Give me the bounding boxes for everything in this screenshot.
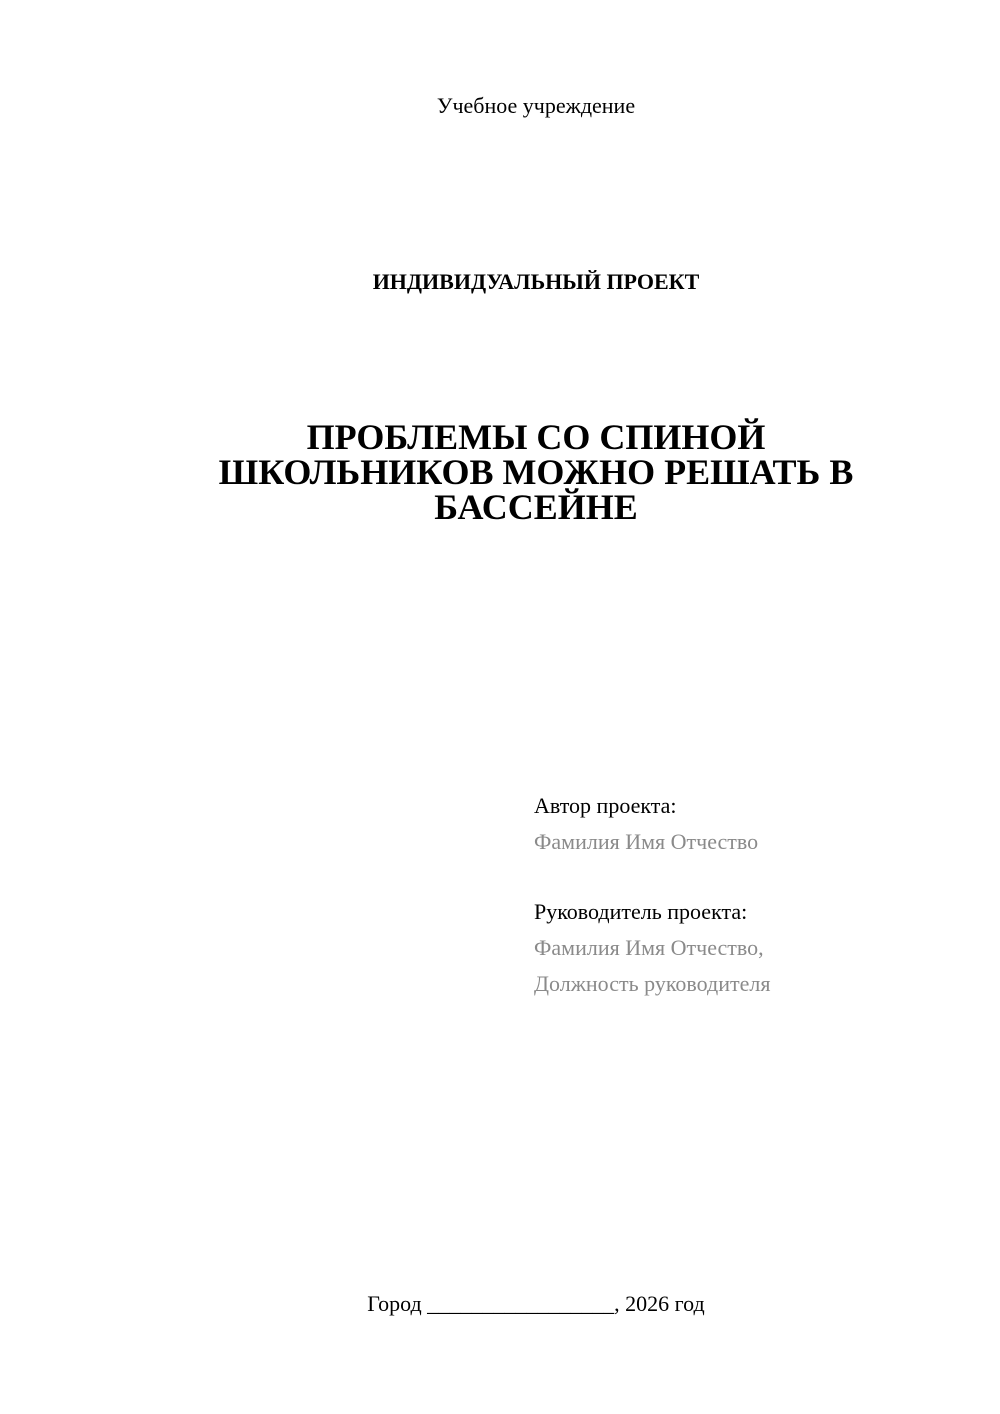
institution-name: Учебное учреждение xyxy=(436,93,636,118)
author-name: Фамилия Имя Отчество xyxy=(534,829,759,854)
supervisor-position: Должность руководителя xyxy=(534,971,771,996)
supervisor-label: Руководитель проекта: xyxy=(534,899,748,924)
document-type: ИНДИВИДУАЛЬНЫЙ ПРОЕКТ xyxy=(372,269,700,294)
project-info-block xyxy=(534,788,974,1002)
project-title-line-2: ШКОЛЬНИКОВ МОЖНО РЕШАТЬ В xyxy=(218,452,854,492)
city-year-footer: Город _________________, 2026 год xyxy=(367,1291,705,1316)
supervisor-name: Фамилия Имя Отчество, xyxy=(534,935,764,960)
info-spacer xyxy=(534,860,974,894)
project-title xyxy=(150,417,922,527)
author-label: Автор проекта: xyxy=(534,793,677,818)
project-title-line-1: ПРОБЛЕМЫ СО СПИНОЙ xyxy=(306,417,766,457)
project-title-line-3: БАССЕЙНЕ xyxy=(434,487,638,527)
